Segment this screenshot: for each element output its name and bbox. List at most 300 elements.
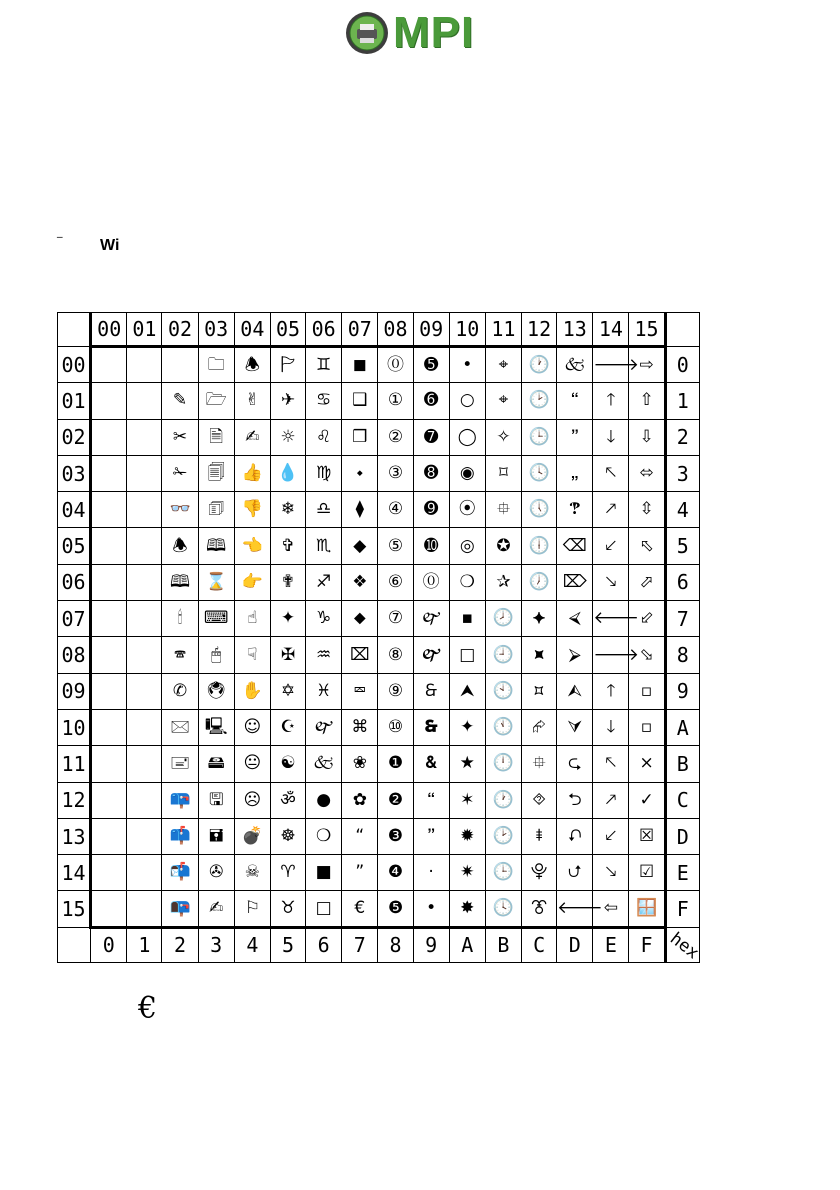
row-label-hex: 6 (665, 564, 699, 600)
glyph-cell: ⮘ (557, 601, 593, 637)
glyph-cell: ☺ (234, 709, 270, 745)
glyph-cell: ✂ (162, 419, 198, 455)
glyph-cell: ⑧ (378, 637, 413, 673)
glyph-cell: ◯ (449, 419, 485, 455)
glyph-cell: 🙴 (413, 746, 449, 782)
glyph-cell: ✧ (485, 419, 521, 455)
column-header-hex-B: B (485, 927, 521, 962)
column-header-hex-E: E (593, 927, 629, 962)
glyph-cell: 👈 (234, 528, 270, 564)
column-header-hex-7: 7 (342, 927, 378, 962)
glyph-cell: ⯒ (522, 818, 557, 854)
glyph-cell (127, 855, 162, 891)
glyph-cell: 🪟 (629, 891, 665, 927)
glyph-cell: ❸ (378, 818, 413, 854)
glyph-cell: ✦ (270, 601, 305, 637)
glyph-cell: ☪ (270, 709, 305, 745)
glyph-cell: ❍ (306, 818, 342, 854)
glyph-cell: ❹ (378, 855, 413, 891)
row-label-hex: 4 (665, 492, 699, 528)
glyph-cell: ⌦ (557, 564, 593, 600)
glyph-cell: ⑦ (378, 601, 413, 637)
glyph-cell: 🕔 (522, 492, 557, 528)
character-map-table (57, 312, 703, 964)
table-row (58, 419, 700, 455)
column-header-hex-1: 1 (127, 927, 162, 962)
column-header-hex-F: F (629, 927, 665, 962)
glyph-cell: ♎ (306, 492, 342, 528)
glyph-cell: 🖫 (198, 782, 234, 818)
column-header-09: 09 (413, 313, 449, 347)
column-header-hex-8: 8 (378, 927, 413, 962)
column-header-hex-C: C (522, 927, 557, 962)
glyph-cell: ⌫ (557, 528, 593, 564)
glyph-cell: ⮳ (522, 709, 557, 745)
glyph-cell: · (413, 855, 449, 891)
logo-wordmark: MPI (393, 8, 475, 57)
glyph-cell (127, 818, 162, 854)
row-label-hex: D (665, 818, 699, 854)
glyph-cell: 👍 (234, 455, 270, 491)
column-header-hex-2: 2 (162, 927, 198, 962)
glyph-cell (127, 601, 162, 637)
column-header-01: 01 (127, 313, 162, 347)
glyph-cell (91, 891, 127, 927)
glyph-cell: 👓 (162, 492, 198, 528)
glyph-cell: ♓ (306, 673, 342, 709)
glyph-cell: 🙱 (413, 637, 449, 673)
glyph-cell: 🕑 (485, 818, 521, 854)
table-row (58, 709, 700, 745)
glyph-cell: 🙹 (557, 492, 593, 528)
glyph-cell: 🕗 (485, 601, 521, 637)
header-row-top (58, 313, 700, 347)
glyph-cell: 🗊 (198, 492, 234, 528)
column-header-11: 11 (485, 313, 521, 347)
glyph-cell: ⯐ (485, 492, 521, 528)
glyph-cell: ▫ (629, 709, 665, 745)
glyph-cell: 🕐 (522, 347, 557, 383)
glyph-cell: ⮏ (557, 818, 593, 854)
glyph-cell: ❖ (342, 564, 378, 600)
glyph-cell: ☒ (629, 818, 665, 854)
glyph-cell (127, 564, 162, 600)
glyph-cell: ⌑ (485, 455, 521, 491)
glyph-cell: ⮌ (557, 782, 593, 818)
glyph-cell (91, 492, 127, 528)
glyph-cell: ⑥ (378, 564, 413, 600)
glyph-cell: ❍ (449, 564, 485, 600)
glyph-cell: 🕓 (485, 891, 521, 927)
column-header-12: 12 (522, 313, 557, 347)
glyph-cell: ✡ (270, 673, 305, 709)
row-label-hex: E (665, 855, 699, 891)
row-label-hex: 5 (665, 528, 699, 564)
glyph-cell: ✈ (270, 383, 305, 419)
glyph-cell (91, 528, 127, 564)
glyph-cell: ⌖ (485, 347, 521, 383)
glyph-cell: ⬃ (629, 601, 665, 637)
glyph-cell: ✠ (270, 637, 305, 673)
glyph-cell: “ (342, 818, 378, 854)
glyph-cell: ✇ (198, 855, 234, 891)
glyph-cell: ✎ (162, 383, 198, 419)
glyph-cell: ⬂ (629, 637, 665, 673)
glyph-cell: ⯍ (522, 637, 557, 673)
glyph-cell: ♍ (306, 455, 342, 491)
glyph-cell: 🙶 (413, 782, 449, 818)
glyph-cell (127, 891, 162, 927)
glyph-cell: ♉ (270, 891, 305, 927)
glyph-cell: 🡕 (593, 492, 629, 528)
glyph-cell: ◆ (342, 528, 378, 564)
glyph-cell: ▫ (629, 673, 665, 709)
column-header-03: 03 (198, 313, 234, 347)
column-header-hex-9: 9 (413, 927, 449, 962)
glyph-cell (127, 383, 162, 419)
row-label-decimal: 09 (58, 673, 91, 709)
glyph-cell: ✍ (234, 419, 270, 455)
glyph-cell (127, 347, 162, 383)
glyph-cell: • (449, 347, 485, 383)
row-label-decimal: 02 (58, 419, 91, 455)
glyph-cell (91, 564, 127, 600)
glyph-cell: ② (378, 419, 413, 455)
glyph-cell: ” (342, 855, 378, 891)
row-label-hex: B (665, 746, 699, 782)
glyph-cell: ⯔ (522, 891, 557, 927)
glyph-cell: 🕛 (485, 746, 521, 782)
glyph-cell (127, 419, 162, 455)
row-label-decimal: 06 (58, 564, 91, 600)
glyph-cell: 🙰 (413, 601, 449, 637)
glyph-cell: ⌘ (342, 709, 378, 745)
glyph-cell: 🗁 (198, 383, 234, 419)
column-header-hex-0: 0 (91, 927, 127, 962)
glyph-cell: ⇦ (593, 891, 629, 927)
glyph-cell: 🡗 (593, 528, 629, 564)
glyph-cell: 🖴 (198, 746, 234, 782)
glyph-cell: 🕮 (198, 528, 234, 564)
glyph-cell (91, 855, 127, 891)
section-heading-fragment: Wi (100, 237, 120, 254)
glyph-cell: ♈ (270, 855, 305, 891)
glyph-cell: ✟ (270, 564, 305, 600)
glyph-cell: ⌖ (485, 383, 521, 419)
glyph-cell: ⯓ (522, 855, 557, 891)
glyph-cell: 🡐 (593, 601, 629, 637)
glyph-cell: 🙸 (557, 455, 593, 491)
glyph-cell: ♌ (306, 419, 342, 455)
glyph-cell: ⮛ (557, 709, 593, 745)
glyph-cell: ❶ (378, 746, 413, 782)
mpi-logo (345, 10, 505, 56)
column-header-05: 05 (270, 313, 305, 347)
row-label-decimal: 12 (58, 782, 91, 818)
glyph-cell: 👎 (234, 492, 270, 528)
glyph-cell: 🡓 (593, 419, 629, 455)
table-row (58, 601, 700, 637)
glyph-cell: ⬄ (629, 455, 665, 491)
row-label-decimal: 01 (58, 383, 91, 419)
glyph-cell: ❒ (342, 419, 378, 455)
corner-top-left (58, 313, 91, 347)
glyph-cell: ✦ (449, 709, 485, 745)
glyph-cell: ⌨ (198, 601, 234, 637)
glyph-cell: ⬩ (342, 455, 378, 491)
glyph-cell: 🖱 (198, 637, 234, 673)
column-header-10: 10 (449, 313, 485, 347)
glyph-cell: 🖂 (162, 709, 198, 745)
glyph-cell (91, 455, 127, 491)
glyph-cell: ✪ (485, 528, 521, 564)
glyph-cell: 🙷 (557, 419, 593, 455)
glyph-cell: ○ (449, 383, 485, 419)
glyph-cell: 🕭 (234, 347, 270, 383)
column-header-08: 08 (378, 313, 413, 347)
row-label-decimal: 07 (58, 601, 91, 637)
glyph-cell: ✋ (234, 673, 270, 709)
column-header-hex-D: D (557, 927, 593, 962)
glyph-cell: ➐ (413, 419, 449, 455)
glyph-cell: 📫 (162, 818, 198, 854)
glyph-cell (127, 746, 162, 782)
hex-label: hex (665, 928, 703, 964)
row-label-decimal: 11 (58, 746, 91, 782)
glyph-cell: ④ (378, 492, 413, 528)
glyph-cell: ✞ (270, 528, 305, 564)
row-label-hex: 2 (665, 419, 699, 455)
glyph-cell: ⦿ (449, 492, 485, 528)
table-row (58, 673, 700, 709)
glyph-cell: ✆ (162, 673, 198, 709)
table-row (58, 855, 700, 891)
glyph-cell: ☯ (270, 746, 305, 782)
corner-bottom-left (58, 927, 91, 962)
glyph-cell (127, 673, 162, 709)
glyph-cell: ♒ (306, 637, 342, 673)
glyph-cell: ⬀ (629, 564, 665, 600)
glyph-cell: ♐ (306, 564, 342, 600)
glyph-cell: 🕚 (485, 709, 521, 745)
column-header-04: 04 (234, 313, 270, 347)
glyph-cell: 🡖 (593, 855, 629, 891)
glyph-cell: 💣 (234, 818, 270, 854)
glyph-cell: ☝ (234, 601, 270, 637)
table-row (58, 455, 700, 491)
column-header-hex-6: 6 (306, 927, 342, 962)
glyph-cell: 🕘 (485, 637, 521, 673)
glyph-cell: ① (378, 383, 413, 419)
glyph-cell: ⯑ (522, 782, 557, 818)
glyph-cell: 🙶 (557, 383, 593, 419)
glyph-cell: ✰ (485, 564, 521, 600)
glyph-cell: ❷ (378, 782, 413, 818)
glyph-cell: 🕐 (485, 782, 521, 818)
glyph-cell: ⮝ (449, 673, 485, 709)
glyph-cell (127, 782, 162, 818)
glyph-cell: ☸ (270, 818, 305, 854)
column-header-hex-5: 5 (270, 927, 305, 962)
glyph-cell: 🕭 (162, 528, 198, 564)
glyph-cell: 🕯 (162, 601, 198, 637)
printer-logo-icon (345, 11, 389, 55)
euro-symbol-note: € (138, 991, 158, 1026)
column-header-02: 02 (162, 313, 198, 347)
column-header-06: 06 (306, 313, 342, 347)
glyph-cell: ♊ (306, 347, 342, 383)
glyph-cell: ● (306, 782, 342, 818)
row-label-decimal: 10 (58, 709, 91, 745)
glyph-cell: 🕒 (522, 419, 557, 455)
glyph-cell: ☟ (234, 637, 270, 673)
glyph-cell (91, 637, 127, 673)
glyph-cell: ☹ (234, 782, 270, 818)
glyph-cell: 😐 (234, 746, 270, 782)
corner-top-right (665, 313, 699, 347)
glyph-cell: 🏱 (270, 347, 305, 383)
row-label-decimal: 03 (58, 455, 91, 491)
glyph-cell: € (342, 891, 378, 927)
glyph-cell: 🙳 (413, 709, 449, 745)
glyph-cell: ⮙ (557, 673, 593, 709)
glyph-cell: ⯐ (522, 746, 557, 782)
glyph-cell: 🗎 (198, 419, 234, 455)
glyph-cell: ➑ (413, 455, 449, 491)
glyph-cell: 🡖 (593, 564, 629, 600)
glyph-cell: ⬁ (629, 528, 665, 564)
glyph-cell: 🕮 (162, 564, 198, 600)
glyph-cell: ✁ (162, 455, 198, 491)
glyph-cell: 🙲 (413, 673, 449, 709)
table-row (58, 818, 700, 854)
row-label-hex: 8 (665, 637, 699, 673)
glyph-cell: 🙵 (306, 746, 342, 782)
row-label-decimal: 14 (58, 855, 91, 891)
glyph-cell: 🕒 (485, 855, 521, 891)
row-label-decimal: 13 (58, 818, 91, 854)
glyph-cell: 🕕 (522, 528, 557, 564)
glyph-cell: ➏ (413, 383, 449, 419)
glyph-cell: ✹ (449, 818, 485, 854)
glyph-cell (127, 492, 162, 528)
glyph-cell: ❀ (342, 746, 378, 782)
glyph-cell: ⮹ (342, 673, 378, 709)
glyph-cell: ➓ (413, 528, 449, 564)
glyph-cell: ♋ (306, 383, 342, 419)
glyph-cell: 🡗 (593, 818, 629, 854)
glyph-cell: ✌ (234, 383, 270, 419)
glyph-cell: ✸ (449, 891, 485, 927)
glyph-cell (91, 673, 127, 709)
glyph-cell: 🙷 (413, 818, 449, 854)
glyph-cell (91, 709, 127, 745)
table-row (58, 528, 700, 564)
glyph-cell: 🗐 (198, 455, 234, 491)
glyph-cell: ⇳ (629, 492, 665, 528)
glyph-cell: ⚐ (234, 891, 270, 927)
column-header-00: 00 (91, 313, 127, 347)
glyph-cell: ➒ (413, 492, 449, 528)
glyph-cell: 🙰 (306, 709, 342, 745)
glyph-cell: ⯌ (522, 601, 557, 637)
glyph-cell: ⌧ (342, 637, 378, 673)
glyph-cell: ❄ (270, 492, 305, 528)
row-label-hex: 7 (665, 601, 699, 637)
table-row (58, 746, 700, 782)
glyph-cell: ✷ (449, 855, 485, 891)
glyph-cell: ॐ (270, 782, 305, 818)
glyph-cell: ◎ (449, 528, 485, 564)
glyph-cell: ⬥ (342, 601, 378, 637)
glyph-cell: ☑ (629, 855, 665, 891)
glyph-cell: 🡑 (593, 673, 629, 709)
glyph-cell (91, 746, 127, 782)
table-row (58, 637, 700, 673)
glyph-cell: ✿ (342, 782, 378, 818)
glyph-cell: 🕖 (522, 564, 557, 600)
glyph-cell: □ (306, 891, 342, 927)
glyph-cell (91, 601, 127, 637)
column-header-hex-3: 3 (198, 927, 234, 962)
table-row (58, 564, 700, 600)
glyph-cell: 💧 (270, 455, 305, 491)
table-row (58, 347, 700, 383)
row-label-hex: F (665, 891, 699, 927)
glyph-cell (91, 383, 127, 419)
glyph-cell: ⓪ (413, 564, 449, 600)
row-label-hex: 1 (665, 383, 699, 419)
glyph-cell: 🗀 (198, 347, 234, 383)
glyph-cell: ③ (378, 455, 413, 491)
glyph-cell: 🕓 (522, 455, 557, 491)
row-label-decimal: 15 (58, 891, 91, 927)
glyph-cell: ⇩ (629, 419, 665, 455)
glyph-cell: ⌛ (198, 564, 234, 600)
glyph-cell: ✍ (198, 891, 234, 927)
row-label-decimal: 05 (58, 528, 91, 564)
glyph-cell: ⮚ (557, 637, 593, 673)
header-row-bottom (58, 927, 700, 962)
glyph-cell (127, 637, 162, 673)
glyph-cell (127, 455, 162, 491)
row-label-hex: A (665, 709, 699, 745)
column-header-07: 07 (342, 313, 378, 347)
table-row (58, 891, 700, 927)
glyph-cell: ✓ (629, 782, 665, 818)
glyph-cell: ▪ (449, 601, 485, 637)
glyph-cell: 🖬 (198, 818, 234, 854)
glyph-cell: 🡐 (557, 891, 593, 927)
glyph-cell: ◉ (449, 455, 485, 491)
glyph-cell: 🡒 (593, 347, 629, 383)
glyph-cell (91, 818, 127, 854)
glyph-cell: □ (449, 637, 485, 673)
glyph-cell: ❑ (342, 383, 378, 419)
glyph-cell: ■ (306, 855, 342, 891)
glyph-cell: 🡔 (593, 746, 629, 782)
glyph-cell (127, 528, 162, 564)
glyph-cell: ◼ (342, 347, 378, 383)
column-header-14: 14 (593, 313, 629, 347)
glyph-cell: ⓪ (378, 347, 413, 383)
glyph-cell: ⇧ (629, 383, 665, 419)
column-header-13: 13 (557, 313, 593, 347)
glyph-cell: 🕑 (522, 383, 557, 419)
glyph-cell: 🖳 (198, 709, 234, 745)
glyph-cell: ⮍ (557, 855, 593, 891)
glyph-cell (91, 347, 127, 383)
